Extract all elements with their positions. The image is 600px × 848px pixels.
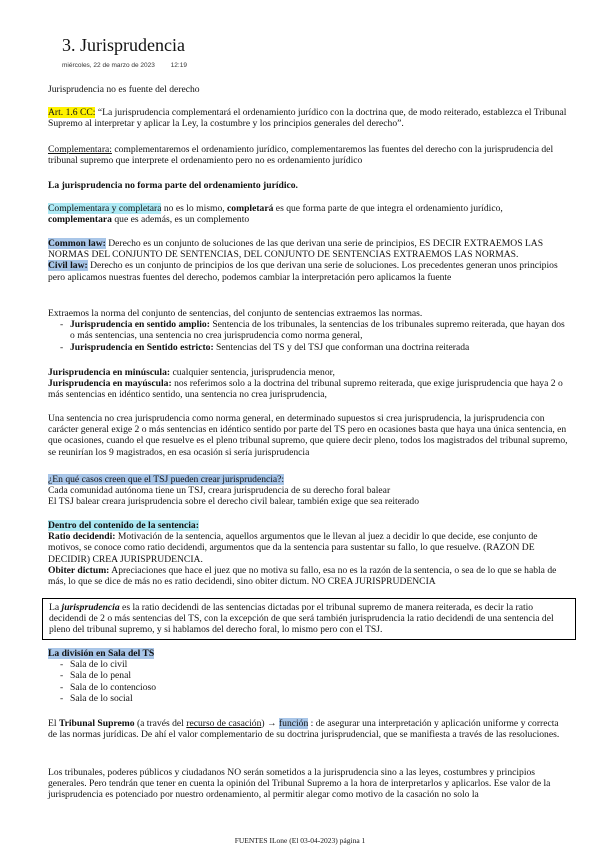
complementara-paragraph: Complementara: complementaremos el ordenamiento jurídico, complementaremos las fuentes del derecho con la jurisprudencia del tribunal supremo que interprete el ordenamiento pero no es ordenamiento jurídico — [48, 144, 554, 167]
completar-label: Complementara y completara — [48, 203, 162, 214]
list-item: - Sala de lo civil — [70, 659, 568, 670]
intro-paragraph: Jurisprudencia no es fuente del derecho — [48, 84, 200, 95]
una-sentencia-paragraph: Una sentencia no crea jurisprudencia como norma general, en determinado supuestos si crea jurisprudencia, la jurisprudencia con carácter general exige 2 o más sentencias en idéntico sentido por parte del TS pero en ocasiones basta que haya una única sentencia, en que ocasiones, cuando el que resuelve es el pleno tribunal supremo, que quiere decir pleno, todos los magistrados del tribunal supremo, se reunirían los 9 magistrados, en esa ocasión si sería jurisprudencia — [48, 413, 568, 458]
art-label: Art. 1.6 CC: — [48, 107, 96, 118]
civil-law-label: Civil law: — [48, 260, 88, 272]
tsj-block: ¿En qué casos creen que el TSJ pueden crear jurisprudencia?: Cada comunidad autónoma tiene un TSJ, creara jurisprudencia de su derecho foral balear El TSJ balear creara jurisprudencia sobre el derecho civil balear, también exige que sea reiterado — [48, 474, 420, 508]
tsj-question: ¿En qué casos creen que el TSJ pueden crear jurisprudencia?: — [48, 474, 285, 485]
no-forma-parte-heading: La jurisprudencia no forma parte del ordenamiento jurídico. — [48, 180, 298, 191]
contenido-block: Dentro del contenido de la sentencia: Ratio decidendi: Motivación de la sentencia, aquellos argumentos que le llevan al juez a decidir lo que decide, ese conjunto de motivos, se conoce como ratio decidendi, argumentos que da la sentencia para sustentar su fallo, lo que resuelve. (RAZON DE DECIDIR) CREA JURISPRUDENCIA. Obiter dictum: Apreciaciones que hace el juez que no motiva su fallo, esa no es la razón de la sentencia, o sea de lo que se habla de más, lo que se dice de más no es ratio decidendi, sino obiter dictum. NO CREA JURISPRUDENCIA — [48, 520, 557, 588]
sentidos-block: Extraemos la norma del conjunto de sentencias, del conjunto de sentencias extraemos las normas. - Jurisprudencia en sentido amplio: Sentencia de los tribunales, la sentencias de los tribunales supremo reiterada, que hayan dos o más sentencias, una sentencia no crea jurisprudencia como norma general, - Jurisprudencia en Sentido estricto: Sentencias del TS y del TSJ que conforman una doctrina reiterada — [48, 308, 568, 353]
division-block — [48, 648, 568, 704]
sentidos-list — [48, 319, 568, 353]
common-law-label: Common law: — [48, 238, 106, 249]
common-law-paragraph: Common law: Derecho es un conjunto de soluciones de las que derivan una serie de principios, ES DECIR EXTRAEMOS LAS NORMAS DEL CONJUNTO DE SENTENCIAS, DEL CONJUNTO DE SENTENCIAS EXTRAEMOS LAS NORMAS. Civil law: Derecho es un conjunto de principios de los que derivan una serie de soluciones. Los precedentes generan unos principios pero aplicamos nuestras fuentes del derecho, podemos cambiar la interpretación pero aplicamos la fuente — [48, 238, 558, 283]
page-date: miércoles, 22 de marzo de 2023 — [62, 62, 155, 69]
page-meta — [62, 60, 201, 71]
list-item: - Sala de lo social — [70, 693, 568, 704]
contenido-title: Dentro del contenido de la sentencia: — [48, 520, 199, 531]
definition-box: La jurisprudencia es la ratio decidendi de las sentencias dictadas por el tribunal supremo de manera reiterada, es decir la ratio decidendi de 2 o más sentencias del TS, con la excepción de que será también jurisprudencia la ratio decidendi de una sentencia del pleno del tribunal supremo, y si hablamos del derecho foral, lo mismo pero con el TSJ. — [42, 598, 576, 640]
list-item: - Jurisprudencia en Sentido estricto: Sentencias del TS y del TSJ que conforman una doctrina reiterada — [70, 342, 568, 353]
list-item: - Jurisprudencia en sentido amplio: Sentencia de los tribunales, la sentencias de los tribunales supremo reiterada, que hayan dos o más sentencias, una sentencia no crea jurisprudencia como norma general, — [70, 319, 568, 341]
page-title: 3. Jurisprudencia — [62, 35, 185, 55]
page-footer: FUENTES ILone (El 03-04-2023) página 1 — [234, 836, 366, 845]
list-item: - Sala de lo contencioso — [70, 682, 568, 693]
final-paragraph: Los tribunales, poderes públicos y ciudadanos NO serán sometidos a la jurisprudencia sino a las leyes, costumbres y principios generales. Pero tendrán que tener en cuenta la opinión del Tribunal Supremo a la hora de interpretarlos y aplicarlos. Ese valor de la jurisprudencia es potenciado por nuestro ordenamiento, al permitir alegar como motivo de la casación no solo la — [48, 767, 551, 801]
list-item: - Sala de lo penal — [70, 670, 568, 681]
division-list — [48, 659, 568, 704]
completar-paragraph: Complementara y completara no es lo mismo, completará es que forma parte de que integra el ordenamiento jurídico, complementara que es además, es un complemento — [48, 203, 503, 226]
art-paragraph: Art. 1.6 CC: “La jurisprudencia complementará el ordenamiento jurídico con la doctrina que, de modo reiterado, establezca el Tribunal Supremo al interpretar y aplicar la Ley, la costumbre y los principios generales del derecho”. — [48, 107, 567, 130]
complementara-label: Complementara: — [48, 144, 112, 155]
division-title: La división en Sala del TS — [48, 648, 155, 659]
minuscula-mayuscula-block: Jurisprudencia en minúscula: cualquier sentencia, jurisprudencia menor, Jurisprudencia en mayúscula: nos referimos solo a la doctrina del tribunal supremo reiterada, que exige jurisprudencia que haya 2 o más sentencias en idéntico sentido, una sentencia no crea jurisprudencia, — [48, 367, 563, 401]
ts-paragraph: El Tribunal Supremo (a través del recurso de casación) → función : de asegurar una interpretación y aplicación uniforme y correcta de las normas jurídicas. De ahí el valor complementario de su doctrina jurisprudencial, que se manifiesta a través de las resoluciones. — [48, 718, 560, 741]
page-time: 12:19 — [170, 62, 187, 69]
funcion-highlight: función — [278, 718, 309, 729]
